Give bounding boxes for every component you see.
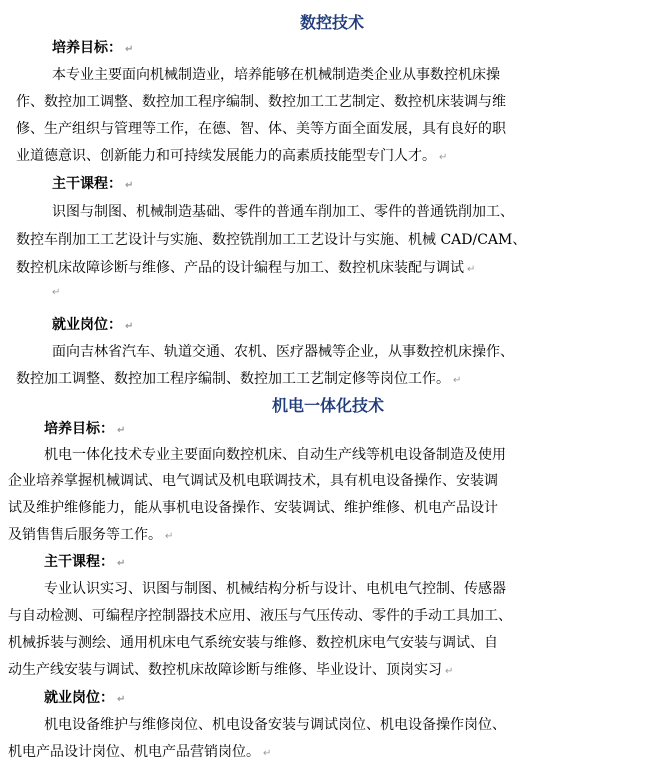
goal-line-3: 修、生产组织与管理等工作，在德、智、体、美等方面全面发展，具有良好的职 <box>16 121 506 137</box>
section-title-mechatronics: 机电一体化技术 <box>272 396 385 415</box>
heading-course-cnc: 主干课程： ↵ <box>52 176 134 192</box>
mech-course-line-2: 与自动检测、可编程序控制器技术应用、液压与气压传动、零件的手动工具加工、 <box>8 608 512 624</box>
heading-goal-cnc: 培养目标： ↵ <box>52 40 134 56</box>
mech-goal-line-3: 试及维护维修能力，能从事机电设备操作、安装调试、维护维修、机电产品设计 <box>8 500 498 516</box>
course-line-2: 数控车削加工工艺设计与实施、数控铣削加工工艺设计与实施、机械 CAD/CAM、 <box>16 232 527 248</box>
job-line-1: 面向吉林省汽车、轨道交通、农机、医疗器械等企业，从事数控机床操作、 <box>52 344 514 360</box>
mech-job-line-2: 机电产品设计岗位、机电产品营销岗位。 ↵ <box>8 744 272 760</box>
mech-goal-line-4: 及销售售后服务等工作。 ↵ <box>8 527 174 543</box>
goal-line-1: 本专业主要面向机械制造业，培养能够在机械制造类企业从事数控机床操 <box>52 67 500 83</box>
course-line-1: 识图与制图、机械制造基础、零件的普通车削加工、零件的普通铣削加工、 <box>52 204 514 220</box>
mech-course-line-4: 动生产线安装与调试、数控机床故障诊断与维修、毕业设计、顶岗实习 ↵ <box>8 662 454 678</box>
empty-paragraph-mark: ↵ <box>52 287 61 298</box>
goal-line-4: 业道德意识、创新能力和可持续发展能力的高素质技能型专门人才。 ↵ <box>16 148 448 164</box>
heading-job-cnc: 就业岗位： ↵ <box>52 317 134 333</box>
mech-goal-line-2: 企业培养掌握机械调试、电气调试及机电联调技术，具有机电设备操作、安装调 <box>8 473 498 489</box>
mech-goal-line-1: 机电一体化技术专业主要面向数控机床、自动生产线等机电设备制造及使用 <box>44 447 506 463</box>
mech-course-line-3: 机械拆装与测绘、通用机床电气系统安装与维修、数控机床电气安装与调试、自 <box>8 635 498 651</box>
mech-course-line-1: 专业认识实习、识图与制图、机械结构分析与设计、电机电气控制、传感器 <box>44 581 506 597</box>
heading-course-mech: 主干课程： ↵ <box>44 554 126 570</box>
mech-job-line-1: 机电设备维护与维修岗位、机电设备安装与调试岗位、机电设备操作岗位、 <box>44 717 506 733</box>
section-title-cnc: 数控技术 <box>300 13 365 32</box>
heading-job-mech: 就业岗位： ↵ <box>44 690 126 706</box>
job-line-2: 数控加工调整、数控加工程序编制、数控加工工艺制定修等岗位工作。 ↵ <box>16 371 462 387</box>
heading-goal-mech: 培养目标： ↵ <box>44 421 126 437</box>
course-line-3: 数控机床故障诊断与维修、产品的设计编程与加工、数控机床装配与调试 ↵ <box>16 260 476 276</box>
goal-line-2: 作、数控加工调整、数控加工程序编制、数控加工工艺制定、数控机床装调与维 <box>16 94 506 110</box>
